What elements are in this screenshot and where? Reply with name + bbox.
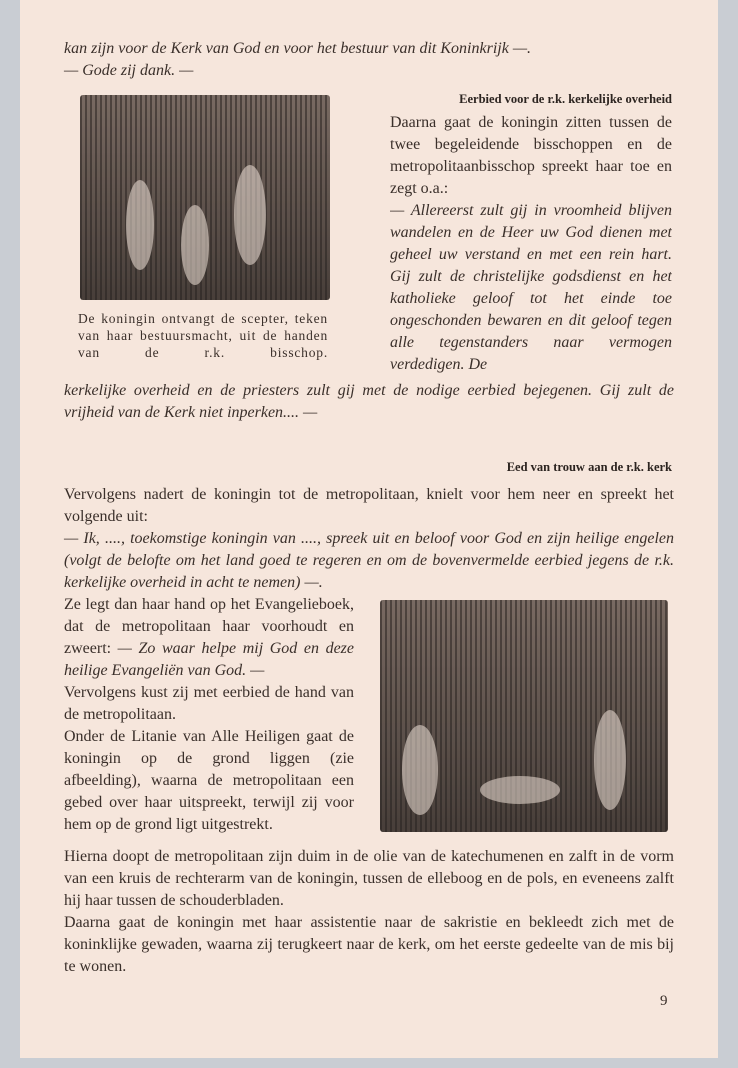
page-number: 9: [660, 993, 668, 1009]
section2-p1: Vervolgens nadert de koningin tot de metropolitaan, knielt voor hem neer en spreekt het volgende uit:: [64, 486, 674, 525]
section2-p6: Hierna doopt de metropolitaan zijn duim in de olie van de katechumenen en zalft in de vorm van een kruis de rechterarm van de koningin, tussen de elleboog en de pols, en eveneens zalft hij haar tussen de schouderbladen.: [64, 848, 674, 909]
section1-intro: Daarna gaat de koningin zitten tussen de twee begeleidende bisschoppen en de metropolitaanbisschop spreekt haar toe en zegt o.a.:: [390, 114, 672, 197]
section1-quote: — Allereerst zult gij in vroomheid blijven wandelen en de Heer uw God dienen met geheel uw verstand en met een rein hart. Gij zult de christelijke godsdienst en het katholieke geloof tot het einde toe ongeschonden bewaren en dit geloof tegen alle tegenstanders naar vermogen verdedigen. De: [390, 202, 672, 373]
section1-quote-continued: kerkelijke overheid en de priesters zult gij met de nodige eerbied bejegenen. Gij zult de vrijheid van de Kerk niet inperken.... —: [64, 382, 674, 421]
section2-p5: Onder de Litanie van Alle Heiligen gaat de koningin op de grond liggen (zie afbeelding), waarna de metropolitaan een gebed over haar uitspreekt, terwijl zij voor hem op de grond ligt uitgestrekt.: [64, 728, 354, 833]
section2-p3: [64, 594, 354, 682]
section-heading-eed: Eed van trouw aan de r.k. kerk: [506, 460, 672, 474]
section2-p4: Vervolgens kust zij met eerbied de hand van de metropolitaan.: [64, 684, 354, 723]
illustration-caption: De koningin ontvangt de scepter, teken van haar bestuursmacht, uit de handen van de r.k. bisschop.: [78, 311, 328, 360]
section2-p2: — Ik, ...., toekomstige koningin van ...., spreek uit en beloof voor God en zijn heilige engelen (volgt de belofte om het land goed te regeren en om de bovenvermelde eerbied jegens de r.k. kerkelijke overheid in acht te nemen) —.: [64, 530, 674, 591]
section2-p3-text: Ze legt dan haar hand op het Evangelieboek, dat de metropolitaan haar voorhoudt en zweert:: [64, 596, 354, 657]
section-heading-eerbied: Eerbied voor de r.k. kerkelijke overheid: [459, 92, 672, 106]
document-page: [20, 0, 718, 1058]
section2-p3-oath: — Zo waar helpe mij God en deze heilige Evangeliën van God. —: [64, 640, 355, 679]
top-line-1: kan zijn voor de Kerk van God en voor het bestuur van dit Koninkrijk —.: [64, 40, 532, 57]
illustration-prostration: [380, 600, 668, 832]
section2-p7: Daarna gaat de koningin met haar assistentie naar de sakristie en bekleedt zich met de koninklijke gewaden, waarna zij terugkeert naar de kerk, om het eerste gedeelte van de mis bij te wonen.: [64, 914, 674, 975]
top-line-2: — Gode zij dank. —: [64, 62, 194, 79]
illustration-scepter: [80, 95, 330, 300]
